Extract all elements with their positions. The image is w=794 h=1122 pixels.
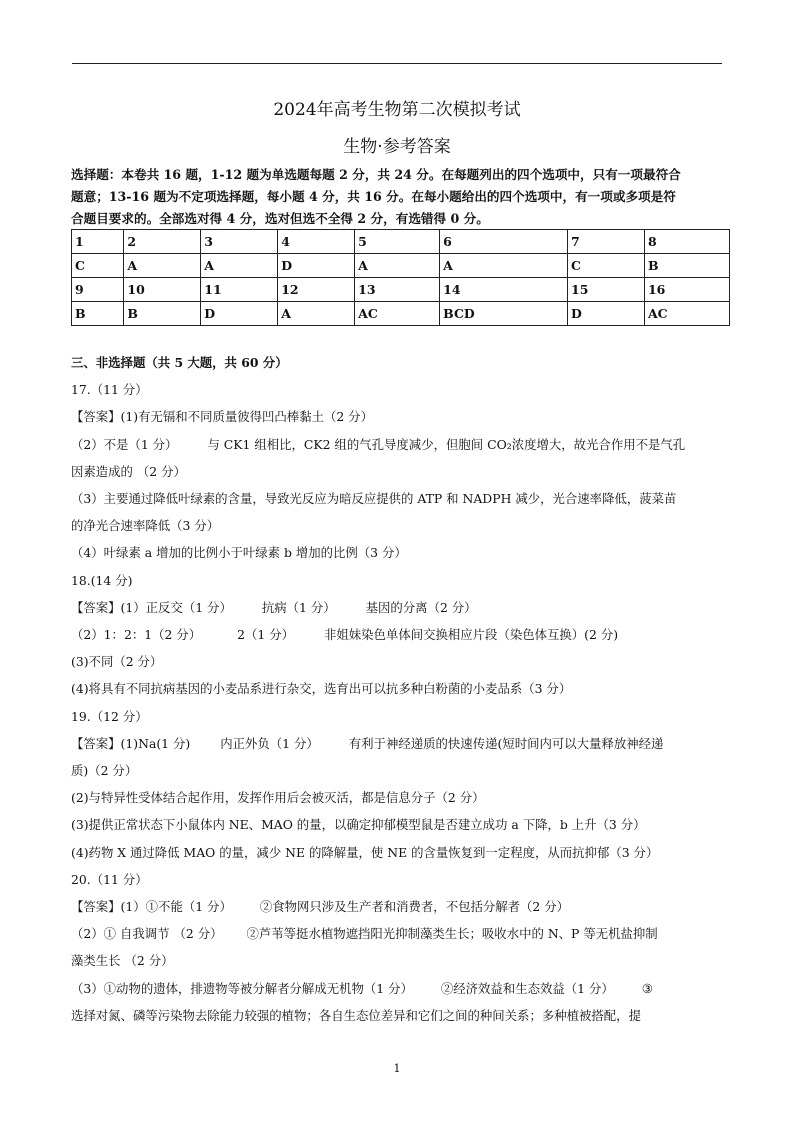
table-cell: 3: [201, 230, 278, 254]
answers-body: [71, 349, 723, 1029]
answer-table: [71, 229, 730, 326]
answer-part: ②经济效益和生态效益（1 分）: [440, 980, 614, 996]
table-cell: D: [278, 254, 355, 278]
answer-line: 藻类生长 （2 分）: [71, 953, 174, 969]
answer-part: （3）①动物的遗体，排遗物等被分解者分解成无机物（1 分）: [71, 980, 413, 996]
table-cell: D: [201, 302, 278, 326]
table-cell: 1: [72, 230, 124, 254]
answer-line: 质)（2 分）: [71, 763, 138, 779]
page-number: 1: [393, 1062, 401, 1075]
question-heading: 17.（11 分）: [71, 382, 148, 398]
question-heading: 18.(14 分): [71, 572, 133, 588]
table-row: [72, 254, 730, 278]
answer-part: 【答案】(1）①不能（1 分）: [71, 899, 232, 915]
answer-part: 基因的分离（2 分）: [365, 599, 477, 615]
answer-line: 的净光合速率降低（3 分）: [71, 518, 220, 534]
answer-part: （2）1：2：1（2 分）: [71, 627, 202, 643]
answer-part: 与 CK1 组相比，CK2 组的气孔导度减少，但胞间 CO₂浓度增大，故光合作用不是气孔: [207, 436, 686, 452]
table-cell: 14: [440, 278, 568, 302]
answer-part: 【答案】(1)Na(1 分): [71, 735, 191, 751]
table-cell: A: [440, 254, 568, 278]
intro-paragraph: [71, 164, 723, 230]
page-title: 2024年高考生物第二次模拟考试: [273, 100, 521, 120]
answer-part: 非姐妹染色单体间交换相应片段（染色体互换）(2 分): [323, 627, 619, 643]
header-rule: [72, 63, 722, 64]
answer-line: （3）主要通过降低叶绿素的含量，导致光反应为暗反应提供的 ATP 和 NADPH 减少，光合速率降低，菠菜苗: [71, 491, 677, 507]
answer-line: [71, 621, 723, 648]
table-cell: A: [124, 254, 201, 278]
intro-line: 合题目要求的。全部选对得 4 分，选对但选不全得 2 分，有选错得 0 分。: [71, 211, 489, 226]
answer-part: 2（1 分）: [237, 627, 294, 643]
table-cell: B: [124, 302, 201, 326]
page-subtitle: 生物·参考答案: [343, 137, 451, 157]
answer-line: 【答案】(1)有无镉和不同质量彼得凹凸棒黏土（2 分）: [71, 409, 373, 425]
section-heading: 三、非选择题（共 5 大题，共 60 分）: [71, 355, 288, 370]
answer-line: (4)将具有不同抗病基因的小麦品系进行杂交，选育出可以抗多种白粉菌的小麦品系（3 分）: [71, 681, 572, 697]
answer-part: ③: [641, 980, 653, 996]
table-cell: 5: [355, 230, 440, 254]
table-cell: 11: [201, 278, 278, 302]
answer-line: [71, 975, 723, 1002]
answer-line: (3)提供正常状态下小鼠体内 NE、MAO 的量，以确定抑郁模型鼠是否建立成功 a 下降，b 上升（3 分）: [71, 817, 646, 833]
table-cell: 8: [644, 230, 729, 254]
answer-part: 内正外负（1 分）: [220, 735, 319, 751]
table-cell: AC: [355, 302, 440, 326]
table-cell: 6: [440, 230, 568, 254]
answer-line: [71, 730, 723, 757]
answer-part: 抗病（1 分）: [261, 599, 336, 615]
answer-part: （2）① 自我调节 （2 分）: [71, 926, 223, 942]
table-cell: B: [72, 302, 124, 326]
table-cell: 10: [124, 278, 201, 302]
table-cell: A: [355, 254, 440, 278]
question-heading: 19.（12 分）: [71, 708, 148, 724]
table-cell: 4: [278, 230, 355, 254]
answer-line: [71, 594, 723, 621]
answer-line: 选择对氮、磷等污染物去除能力较强的植物；各自生态位差异和它们之间的种间关系；多种植被搭配，提: [71, 1007, 641, 1023]
answer-part: 有利于神经递质的快速传递(短时间内可以大量释放神经递: [348, 735, 664, 751]
table-row: [72, 302, 730, 326]
table-cell: 2: [124, 230, 201, 254]
table-cell: C: [568, 254, 645, 278]
table-cell: 12: [278, 278, 355, 302]
table-cell: 13: [355, 278, 440, 302]
question-heading: 20.（11 分）: [71, 871, 148, 887]
answer-line: [71, 920, 723, 947]
table-cell: 7: [568, 230, 645, 254]
table-cell: AC: [644, 302, 729, 326]
table-cell: A: [278, 302, 355, 326]
answer-part: （2）不是（1 分）: [71, 436, 178, 452]
answer-line: 因素造成的 （2 分）: [71, 463, 186, 479]
answer-line: (3)不同（2 分）: [71, 654, 163, 670]
table-row: [72, 230, 730, 254]
answer-line: [71, 893, 723, 920]
table-cell: 15: [568, 278, 645, 302]
answer-line: (2)与特异性受体结合起作用，发挥作用后会被灭活，都是信息分子（2 分）: [71, 790, 485, 806]
answer-line: [71, 431, 723, 458]
answer-part: 【答案】(1）正反交（1 分）: [71, 599, 232, 615]
table-cell: D: [568, 302, 645, 326]
table-cell: 9: [72, 278, 124, 302]
answer-line: （4）叶绿素 a 增加的比例小于叶绿素 b 增加的比例（3 分）: [71, 545, 407, 561]
table-cell: C: [72, 254, 124, 278]
table-cell: A: [201, 254, 278, 278]
answer-part: ②食物网只涉及生产者和消费者，不包括分解者（2 分）: [259, 899, 570, 915]
answer-part: ②芦苇等挺水植物遮挡阳光抑制藻类生长；吸收水中的 N、P 等无机盐抑制: [246, 926, 658, 942]
table-row: [72, 278, 730, 302]
table-cell: B: [644, 254, 729, 278]
table-cell: BCD: [440, 302, 568, 326]
answer-line: (4)药物 X 通过降低 MAO 的量，减少 NE 的降解量，使 NE 的含量恢复到一定程度，从而抗抑郁（3 分）: [71, 844, 659, 860]
table-cell: 16: [644, 278, 729, 302]
intro-line: 题意；13-16 题为不定项选择题，每小题 4 分，共 16 分。在每小题给出的四个选项中，有一项或多项是符: [71, 189, 676, 204]
intro-line: 选择题：本卷共 16 题，1-12 题为单选题每题 2 分，共 24 分。在每题列出的四个选项中，只有一项最符合: [71, 167, 681, 182]
